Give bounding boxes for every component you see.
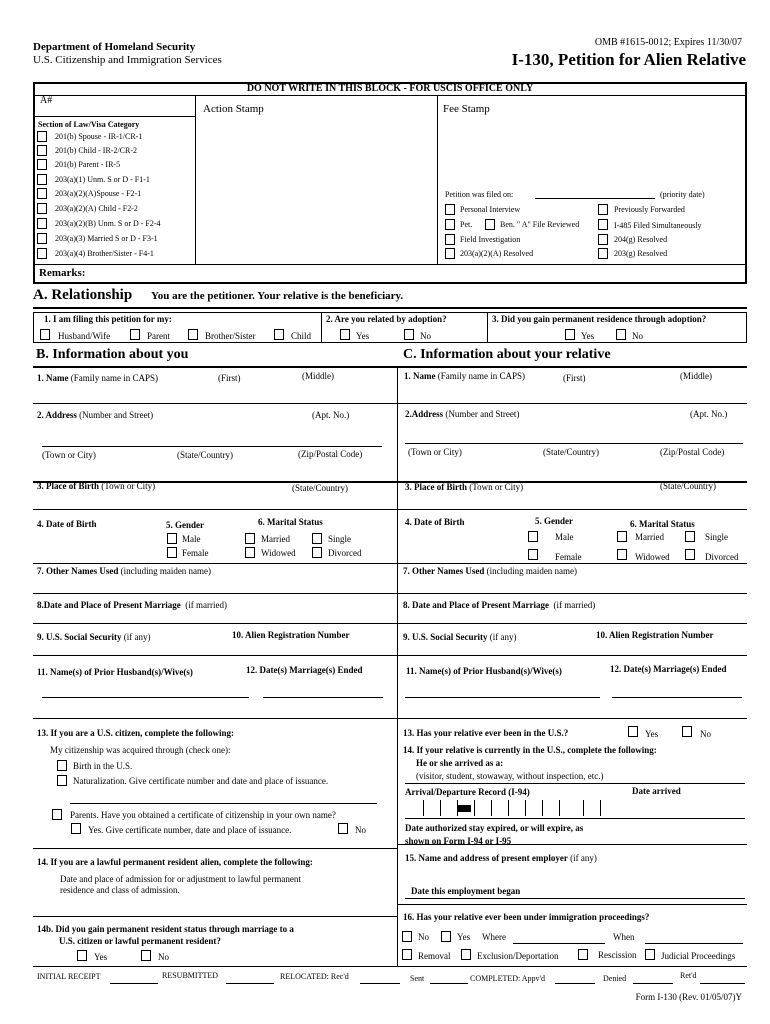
rescission-label: Rescission [598,950,637,960]
category-label: 203(a)(2)(B) Unm. S or D - F2-4 [55,219,161,228]
c-town-label: (Town or City) [408,447,462,457]
denied-label: Denied [603,974,627,983]
husband-wife-checkbox[interactable] [40,329,50,340]
b-divorced-checkbox[interactable] [312,547,322,558]
b-q14-sub1: Date and place of admission for or adjustment to lawful permanent [60,874,301,884]
c-single-label: Single [705,532,729,542]
husband-wife-label: Husband/Wife [58,331,111,341]
b-divorced-label: Divorced [328,548,362,558]
field-investigation-checkbox[interactable] [445,234,455,245]
exclusion-label: Exclusion/Deportation [477,951,559,961]
203a2a-checkbox[interactable] [445,248,455,259]
fee-stamp-label: Fee Stamp [443,103,490,115]
c-q16-when-label: When [613,932,635,942]
judicial-checkbox[interactable] [645,949,655,960]
child-label: Child [291,331,312,341]
office-block-banner: DO NOT WRITE IN THIS BLOCK - FOR USCIS OFFICE ONLY [246,83,534,94]
parents-yes-label: Yes. Give certificate number, date and place of issuance. [88,825,292,835]
c-q14-label: 14. If your relative is currently in the U.S., complete the following: [403,745,657,755]
c-q15-label: 15. Name and address of present employer (if any) [405,853,597,863]
field-investigation-label: Field Investigation [460,235,521,244]
c-state-label: (State/Country) [543,447,599,457]
b-male-checkbox[interactable] [167,533,177,544]
category-label: 203(a)(4) Brother/Sister - F4-1 [55,249,154,258]
b-apt-label: (Apt. No.) [312,410,350,420]
removal-label: Removal [418,951,451,961]
c-single-checkbox[interactable] [685,531,695,542]
c-marriage-label: 8. Date and Place of Present Marriage (if married) [403,600,596,610]
b-other-names-label: 7. Other Names Used (including maiden name) [37,566,212,576]
b-pob-label: 3. Place of Birth (Town or City) [37,481,156,491]
c-q13-yes-label: Yes [645,729,659,739]
category-label: 203(a)(2)(A)Spouse - F2-1 [55,189,142,198]
b-dob-label: 4. Date of Birth [37,519,97,529]
category-checkbox[interactable] [37,174,47,185]
c-q16-label: 16. Has your relative ever been under immigration proceedings? [403,912,650,922]
b-q14b-no-checkbox[interactable] [141,950,151,961]
204g-checkbox[interactable] [598,234,608,245]
b-town-label: (Town or City) [42,450,96,460]
omb-number: OMB #1615-0012; Expires 11/30/07 [594,37,742,48]
category-label: 203(a)(2)(A) Child - F2-2 [55,204,138,213]
c-male-label: Male [555,532,574,542]
c-q13-no-checkbox[interactable] [682,726,692,737]
c-ssn-label: 9. U.S. Social Security (if any) [403,632,517,642]
b-married-label: Married [261,534,290,544]
section-of-law-label: Section of Law/Visa Category [38,120,140,129]
resubmitted-label: RESUBMITTED [162,971,218,980]
c-divorced-checkbox[interactable] [685,549,695,560]
ben-file-label: Ben. " A" File Reviewed [500,220,580,229]
residence-adoption-no-label: No [632,331,643,341]
section-b-title: B. Information about you [36,347,189,362]
pet-label: Pet. [460,220,473,229]
adoption-yes-checkbox[interactable] [340,329,350,340]
c-middle-label: (Middle) [680,371,712,381]
b-widowed-label: Widowed [261,548,296,558]
b-ssn-label: 9. U.S. Social Security (if any) [37,632,151,642]
c-q13-no-label: No [700,729,711,739]
203a2a-label: 203(a)(2)(A) Resolved [460,249,534,258]
b-q14b-yes-checkbox[interactable] [77,950,87,961]
c-q16-no-label: No [418,932,429,942]
residence-adoption-no-checkbox[interactable] [616,329,626,340]
c-q16-yes-checkbox[interactable] [441,931,451,942]
previously-forwarded-label: Previously Forwarded [614,205,685,214]
c-divorced-label: Divorced [705,552,739,562]
pet-checkbox[interactable] [445,219,455,230]
b-married-checkbox[interactable] [245,533,255,544]
employment-began-label: Date this employment began [411,886,521,896]
b-name-label: 1. Name (Family name in CAPS) [37,373,158,383]
section-a-title: A. Relationship [33,287,133,303]
priority-date-label: (priority date) [660,190,705,199]
adoption-yes-label: Yes [356,331,370,341]
category-checkbox[interactable] [37,218,47,229]
category-label: 201(b) Parent - IR-5 [55,160,121,169]
section-c-title: C. Information about your relative [403,347,611,362]
b-q14b-yes-label: Yes [94,952,108,962]
q3-label: 3. Did you gain permanent residence through adoption? [492,314,707,324]
c-address-label: 2.Address (Number and Street) [405,409,520,419]
b-prior-spouse-label: 11. Name(s) of Prior Husband(s)/Wive(s) [37,667,193,677]
c-apt-label: (Apt. No.) [690,409,728,419]
c-q14-arrived: He or she arrived as a: [416,758,504,768]
c-male-checkbox[interactable] [528,531,538,542]
204g-label: 204(g) Resolved [614,235,668,244]
c-first-label: (First) [563,373,586,383]
c-zip-label: (Zip/Postal Code) [660,447,725,457]
child-checkbox[interactable] [274,329,284,340]
203g-checkbox[interactable] [598,248,608,259]
b-state-label: (State/Country) [177,450,233,460]
b-middle-label: (Middle) [302,371,334,381]
birth-us-label: Birth in the U.S. [73,761,133,771]
b-single-checkbox[interactable] [312,533,322,544]
c-marital-label: 6. Marital Status [630,519,695,529]
c-q16-yes-label: Yes [457,932,471,942]
category-checkbox[interactable] [37,188,47,199]
category-checkbox[interactable] [37,145,47,156]
relocated-label: RELOCATED: Rec'd [280,972,349,981]
c-widowed-label: Widowed [635,552,670,562]
c-widowed-checkbox[interactable] [617,549,627,560]
judicial-label: Judicial Proceedings [661,951,736,961]
b-q13-label: 13. If you are a U.S. citizen, complete the following: [37,728,235,738]
initial-receipt-label: INITIAL RECEIPT [37,972,101,981]
parent-label: Parent [147,331,170,341]
c-married-checkbox[interactable] [617,531,627,542]
stay-expired-line1: Date authorized stay expired, or will expire, as [405,823,584,833]
rescission-checkbox[interactable] [578,949,588,960]
b-widowed-checkbox[interactable] [245,547,255,558]
petition-filed-label: Petition was filed on: [445,190,514,199]
adoption-no-checkbox[interactable] [404,329,414,340]
parents-no-checkbox[interactable] [338,823,348,834]
c-dob-label: 4. Date of Birth [405,517,465,527]
b-female-label: Female [182,548,209,558]
i485-checkbox[interactable] [598,219,608,230]
ben-file-checkbox[interactable] [485,219,495,230]
parents-label: Parents. Have you obtained a certificate of citizenship in your own name? [70,810,336,820]
i485-label: I-485 Filed Simultaneously [614,221,702,230]
q2-label: 2. Are you related by adoption? [326,314,447,324]
c-gender-label: 5. Gender [535,516,573,526]
c-other-names-label: 7. Other Names Used (including maiden name) [403,566,578,576]
section-a-subtitle: You are the petitioner. Your relative is the beneficiary. [151,290,404,302]
c-q13-yes-checkbox[interactable] [628,726,638,737]
c-female-checkbox[interactable] [528,549,538,560]
removal-checkbox[interactable] [402,949,412,960]
b-zip-label: (Zip/Postal Code) [298,449,363,459]
b-single-label: Single [328,534,352,544]
category-checkbox[interactable] [37,233,47,244]
category-label: 201(b) Child - IR-2/CR-2 [55,146,137,155]
birth-us-checkbox[interactable] [57,760,67,771]
form-title: I-130, Petition for Alien Relative [511,50,746,69]
category-checkbox[interactable] [37,131,47,142]
sent-label: Sent [410,974,425,983]
c-q14-hint: (visitor, student, stowaway, without inspection, etc.) [416,771,604,781]
a-number-label: A# [40,95,53,106]
brother-sister-label: Brother/Sister [205,331,256,341]
c-female-label: Female [555,552,582,562]
category-label: 203(a)(1) Unm. S or D - F1-1 [55,175,150,184]
stay-expired-line2: shown on Form I-94 or I-95 [405,836,512,846]
b-q14b-line1: 14b. Did you gain permanent resident status through marriage to a [37,924,294,934]
agency-name: U.S. Citizenship and Immigration Services [33,54,222,66]
c-marriage-ended-label: 12. Date(s) Marriage(s) Ended [610,664,727,674]
residence-adoption-yes-label: Yes [581,331,595,341]
c-alien-reg-label: 10. Alien Registration Number [596,630,714,640]
c-q16-where-label: Where [482,932,506,942]
b-male-label: Male [182,534,201,544]
b-q13-sub: My citizenship was acquired through (check one): [50,745,231,755]
b-female-checkbox[interactable] [167,547,177,558]
c-name-label: 1. Name (Family name in CAPS) [404,371,525,381]
naturalization-label: Naturalization. Give certificate number and date and place of issuance. [73,776,329,786]
retd-label: Ret'd [680,971,697,980]
date-arrived-label: Date arrived [632,786,681,796]
category-checkbox[interactable] [37,203,47,214]
parent-checkbox[interactable] [130,329,140,340]
personal-interview-label: Personal Interview [460,205,521,214]
category-checkbox[interactable] [37,159,47,170]
b-first-label: (First) [218,373,241,383]
personal-interview-checkbox[interactable] [445,204,455,215]
c-q16-no-checkbox[interactable] [402,931,412,942]
parents-no-label: No [355,825,366,835]
b-marriage-ended-label: 12. Date(s) Marriage(s) Ended [246,665,363,675]
b-pob-state-label: (State/Country) [292,483,348,493]
remarks-label: Remarks: [39,267,86,279]
c-prior-spouse-label: 11. Name(s) of Prior Husband(s)/Wive(s) [406,666,562,676]
category-label: 203(a)(3) Married S or D - F3-1 [55,234,158,243]
department-name: Department of Homeland Security [33,41,196,53]
q1-label: 1. I am filing this petition for my: [44,314,172,324]
b-marital-label: 6. Marital Status [258,517,323,527]
c-q13-label: 13. Has your relative ever been in the U.S.? [403,728,569,738]
b-q14b-no-label: No [158,952,169,962]
b-address-label: 2. Address (Number and Street) [37,410,154,420]
completed-label: COMPLETED: Appv'd [470,974,545,983]
203g-label: 203(g) Resolved [614,249,668,258]
b-q14-sub2: residence and class of admission. [60,885,180,895]
category-checkbox[interactable] [37,248,47,259]
exclusion-checkbox[interactable] [461,949,471,960]
b-q14b-line2: U.S. citizen or lawful permanent resident? [59,936,221,946]
form-id: Form I-130 (Rev. 01/05/07)Y [635,992,742,1002]
category-label: 201(b) Spouse - IR-1/CR-1 [55,132,143,141]
previously-forwarded-checkbox[interactable] [598,204,608,215]
c-pob-label: 3. Place of Birth (Town or City) [405,482,524,492]
b-marriage-label: 8.Date and Place of Present Marriage (if married) [37,600,228,610]
arrival-record-label: Arrival/Departure Record (I-94) [405,787,530,797]
naturalization-checkbox[interactable] [57,775,67,786]
c-married-label: Married [635,532,664,542]
parents-yes-checkbox[interactable] [71,823,81,834]
action-stamp-label: Action Stamp [203,103,264,115]
parents-checkbox[interactable] [52,809,62,820]
adoption-no-label: No [420,331,431,341]
b-alien-reg-label: 10. Alien Registration Number [232,630,350,640]
b-gender-label: 5. Gender [166,520,204,530]
b-q14-label: 14. If you are a lawful permanent resident alien, complete the following: [37,857,313,867]
brother-sister-checkbox[interactable] [188,329,198,340]
c-pob-state-label: (State/Country) [660,481,716,491]
residence-adoption-yes-checkbox[interactable] [565,329,575,340]
